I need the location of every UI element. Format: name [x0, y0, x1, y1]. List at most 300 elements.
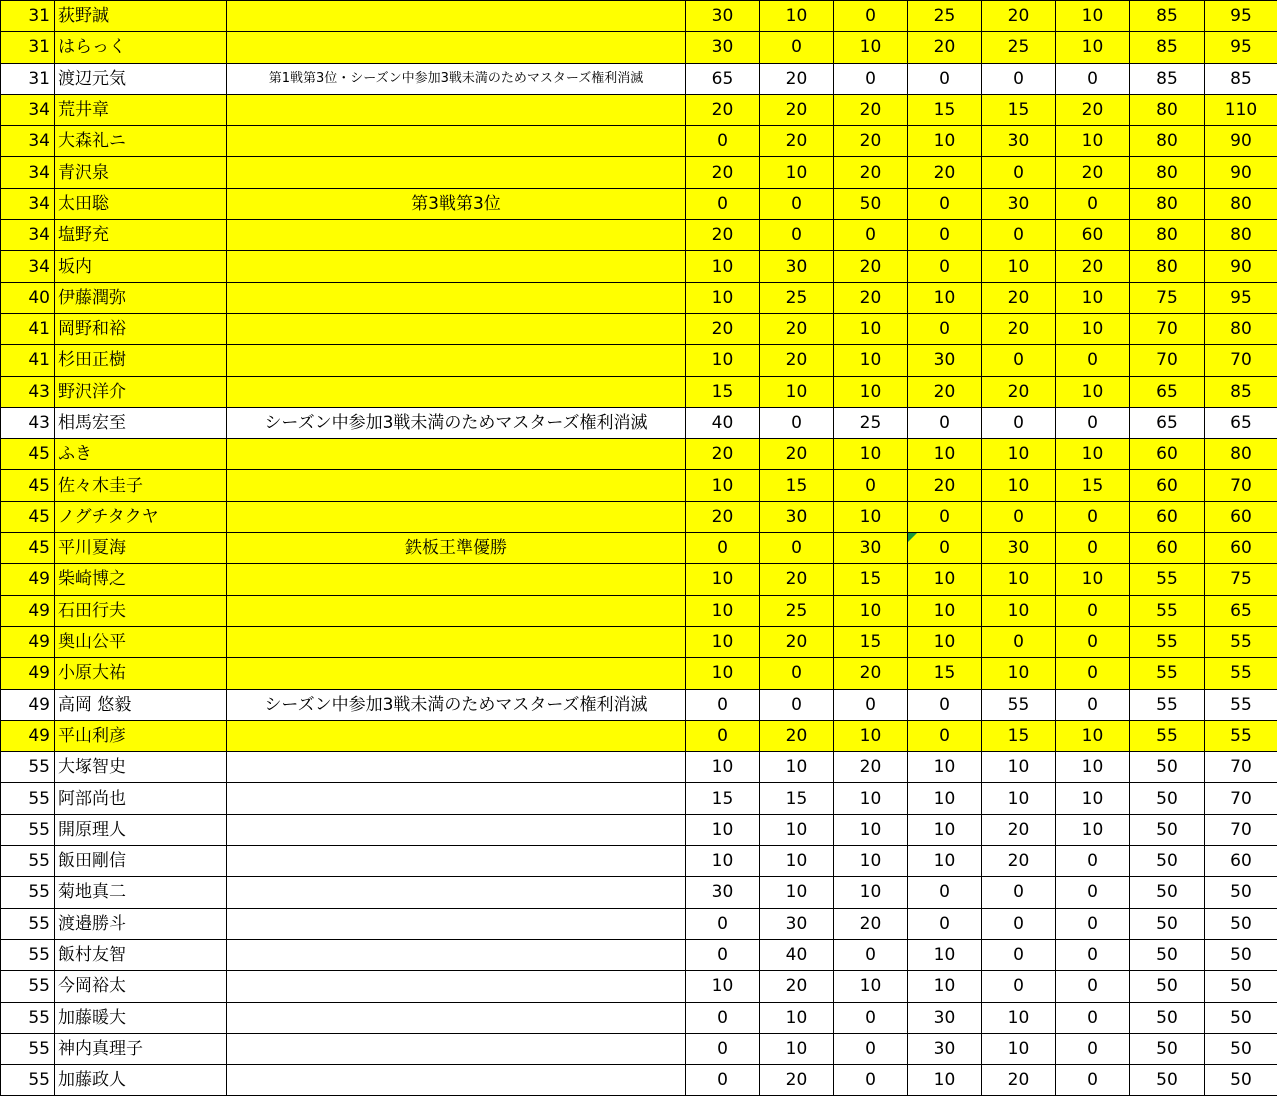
round-score-cell: 20	[834, 908, 908, 939]
round-score-cell: 20	[760, 564, 834, 595]
table-row	[1, 376, 1277, 407]
rank-cell: 43	[1, 407, 55, 438]
round-score-cell: 10	[908, 595, 982, 626]
total-points-cell: 50	[1130, 971, 1205, 1002]
total-points-2-cell: 80	[1205, 188, 1277, 219]
round-score-cell: 0	[1056, 345, 1130, 376]
player-name-cell: 荒井章	[55, 94, 227, 125]
player-name-cell: 平山利彦	[55, 720, 227, 751]
round-score-cell: 10	[686, 658, 760, 689]
total-points-2-cell: 75	[1205, 564, 1277, 595]
round-score-cell: 0	[834, 220, 908, 251]
round-score-cell: 10	[834, 783, 908, 814]
round-score-cell: 10	[760, 846, 834, 877]
round-score-cell: 30	[982, 533, 1056, 564]
round-score-cell: 20	[686, 501, 760, 532]
rank-cell: 49	[1, 595, 55, 626]
rank-cell: 55	[1, 752, 55, 783]
table-row	[1, 533, 1277, 564]
round-score-cell: 15	[686, 783, 760, 814]
round-score-cell: 0	[982, 908, 1056, 939]
round-score-cell: 10	[908, 814, 982, 845]
round-score-cell: 10	[908, 439, 982, 470]
round-score-cell: 20	[834, 282, 908, 313]
round-score-cell: 10	[686, 626, 760, 657]
total-points-cell: 80	[1130, 157, 1205, 188]
total-points-cell: 60	[1130, 501, 1205, 532]
table-row	[1, 783, 1277, 814]
round-score-cell: 0	[686, 126, 760, 157]
round-score-cell: 30	[686, 32, 760, 63]
round-score-cell: 10	[834, 846, 908, 877]
note-cell	[227, 846, 686, 877]
round-score-cell: 20	[760, 1065, 834, 1096]
rank-cell: 41	[1, 313, 55, 344]
round-score-cell: 10	[908, 626, 982, 657]
rank-cell: 55	[1, 1033, 55, 1064]
round-score-cell: 20	[760, 126, 834, 157]
table-row	[1, 220, 1277, 251]
table-row	[1, 345, 1277, 376]
round-score-cell: 0	[1056, 658, 1130, 689]
round-score-cell: 10	[834, 376, 908, 407]
total-points-cell: 50	[1130, 939, 1205, 970]
round-score-cell: 0	[982, 407, 1056, 438]
round-score-cell: 0	[982, 220, 1056, 251]
round-score-cell: 0	[1056, 626, 1130, 657]
round-score-cell: 10	[686, 251, 760, 282]
table-row	[1, 971, 1277, 1002]
round-score-cell: 20	[1056, 251, 1130, 282]
total-points-cell: 50	[1130, 752, 1205, 783]
total-points-cell: 65	[1130, 376, 1205, 407]
rank-cell: 34	[1, 251, 55, 282]
round-score-cell: 10	[1056, 126, 1130, 157]
round-score-cell: 0	[686, 1033, 760, 1064]
rank-cell: 45	[1, 533, 55, 564]
table-row	[1, 126, 1277, 157]
table-row	[1, 251, 1277, 282]
table-row	[1, 439, 1277, 470]
rank-cell: 34	[1, 220, 55, 251]
round-score-cell: 15	[686, 376, 760, 407]
rank-cell: 49	[1, 564, 55, 595]
round-score-cell: 10	[908, 126, 982, 157]
round-score-cell: 20	[760, 313, 834, 344]
round-score-cell: 30	[760, 251, 834, 282]
note-cell	[227, 220, 686, 251]
round-score-cell-with-comment-marker: 0	[908, 533, 982, 564]
player-name-cell: 相馬宏至	[55, 407, 227, 438]
table-row	[1, 846, 1277, 877]
total-points-cell: 50	[1130, 877, 1205, 908]
round-score-cell: 10	[834, 439, 908, 470]
round-score-cell: 20	[686, 220, 760, 251]
player-name-cell: はらっく	[55, 32, 227, 63]
round-score-cell: 0	[982, 626, 1056, 657]
table-row	[1, 1002, 1277, 1033]
note-cell	[227, 282, 686, 313]
round-score-cell: 0	[760, 407, 834, 438]
total-points-cell: 60	[1130, 439, 1205, 470]
round-score-cell: 10	[1056, 783, 1130, 814]
total-points-2-cell: 70	[1205, 752, 1277, 783]
total-points-2-cell: 80	[1205, 439, 1277, 470]
round-score-cell: 0	[1056, 908, 1130, 939]
round-score-cell: 30	[760, 501, 834, 532]
round-score-cell: 20	[834, 752, 908, 783]
total-points-cell: 55	[1130, 720, 1205, 751]
total-points-2-cell: 60	[1205, 501, 1277, 532]
total-points-2-cell: 70	[1205, 783, 1277, 814]
round-score-cell: 0	[686, 908, 760, 939]
round-score-cell: 20	[982, 376, 1056, 407]
total-points-2-cell: 85	[1205, 63, 1277, 94]
round-score-cell: 10	[1056, 376, 1130, 407]
player-name-cell: 佐々木圭子	[55, 470, 227, 501]
total-points-cell: 80	[1130, 220, 1205, 251]
table-row	[1, 157, 1277, 188]
round-score-cell: 0	[1056, 1033, 1130, 1064]
table-row	[1, 814, 1277, 845]
player-name-cell: 平川夏海	[55, 533, 227, 564]
rank-cell: 55	[1, 814, 55, 845]
player-name-cell: 野沢洋介	[55, 376, 227, 407]
round-score-cell: 20	[834, 126, 908, 157]
rank-cell: 34	[1, 94, 55, 125]
total-points-cell: 85	[1130, 1, 1205, 32]
total-points-2-cell: 65	[1205, 595, 1277, 626]
round-score-cell: 30	[686, 1, 760, 32]
table-row	[1, 282, 1277, 313]
table-row	[1, 1033, 1277, 1064]
round-score-cell: 0	[908, 720, 982, 751]
round-score-cell: 55	[982, 689, 1056, 720]
round-score-cell: 10	[1056, 752, 1130, 783]
player-name-cell: 柴崎博之	[55, 564, 227, 595]
rank-cell: 49	[1, 658, 55, 689]
note-cell	[227, 564, 686, 595]
total-points-2-cell: 90	[1205, 126, 1277, 157]
round-score-cell: 0	[760, 533, 834, 564]
round-score-cell: 10	[1056, 439, 1130, 470]
round-score-cell: 10	[686, 564, 760, 595]
round-score-cell: 30	[760, 908, 834, 939]
round-score-cell: 0	[1056, 63, 1130, 94]
table-row	[1, 939, 1277, 970]
round-score-cell: 40	[760, 939, 834, 970]
round-score-cell: 10	[982, 470, 1056, 501]
rank-cell: 55	[1, 783, 55, 814]
round-score-cell: 0	[686, 689, 760, 720]
note-cell	[227, 313, 686, 344]
note-cell	[227, 720, 686, 751]
round-score-cell: 25	[760, 282, 834, 313]
note-cell	[227, 595, 686, 626]
round-score-cell: 20	[1056, 94, 1130, 125]
round-score-cell: 0	[760, 188, 834, 219]
total-points-2-cell: 95	[1205, 1, 1277, 32]
note-cell	[227, 157, 686, 188]
round-score-cell: 20	[686, 313, 760, 344]
total-points-cell: 55	[1130, 626, 1205, 657]
player-name-cell: 奥山公平	[55, 626, 227, 657]
total-points-cell: 50	[1130, 1002, 1205, 1033]
round-score-cell: 10	[982, 564, 1056, 595]
total-points-cell: 50	[1130, 814, 1205, 845]
total-points-cell: 55	[1130, 658, 1205, 689]
total-points-2-cell: 55	[1205, 658, 1277, 689]
round-score-cell: 10	[760, 376, 834, 407]
round-score-cell: 20	[908, 157, 982, 188]
round-score-cell: 0	[1056, 595, 1130, 626]
round-score-cell: 30	[834, 533, 908, 564]
round-score-cell: 20	[686, 94, 760, 125]
rank-cell: 31	[1, 1, 55, 32]
ranking-table-body	[1, 1, 1277, 1096]
round-score-cell: 10	[908, 971, 982, 1002]
table-row	[1, 564, 1277, 595]
round-score-cell: 0	[1056, 1065, 1130, 1096]
round-score-cell: 10	[834, 720, 908, 751]
note-cell	[227, 658, 686, 689]
round-score-cell: 0	[982, 157, 1056, 188]
rank-cell: 31	[1, 63, 55, 94]
round-score-cell: 20	[982, 313, 1056, 344]
round-score-cell: 20	[834, 658, 908, 689]
total-points-2-cell: 80	[1205, 313, 1277, 344]
round-score-cell: 10	[908, 752, 982, 783]
round-score-cell: 15	[834, 564, 908, 595]
player-name-cell: 杉田正樹	[55, 345, 227, 376]
player-name-cell: 青沢泉	[55, 157, 227, 188]
note-cell	[227, 877, 686, 908]
rank-cell: 55	[1, 1065, 55, 1096]
round-score-cell: 10	[834, 345, 908, 376]
round-score-cell: 20	[760, 626, 834, 657]
round-score-cell: 0	[1056, 971, 1130, 1002]
round-score-cell: 20	[760, 63, 834, 94]
round-score-cell: 0	[982, 501, 1056, 532]
round-score-cell: 20	[686, 439, 760, 470]
note-cell	[227, 939, 686, 970]
round-score-cell: 20	[760, 94, 834, 125]
round-score-cell: 0	[1056, 188, 1130, 219]
round-score-cell: 10	[686, 846, 760, 877]
round-score-cell: 20	[834, 251, 908, 282]
round-score-cell: 25	[760, 595, 834, 626]
round-score-cell: 0	[908, 251, 982, 282]
player-name-cell: ノグチタクヤ	[55, 501, 227, 532]
player-name-cell: 荻野誠	[55, 1, 227, 32]
round-score-cell: 20	[760, 971, 834, 1002]
round-score-cell: 40	[686, 407, 760, 438]
note-cell	[227, 1065, 686, 1096]
round-score-cell: 20	[908, 376, 982, 407]
round-score-cell: 30	[982, 188, 1056, 219]
rank-cell: 34	[1, 157, 55, 188]
round-score-cell: 0	[1056, 533, 1130, 564]
total-points-2-cell: 50	[1205, 1033, 1277, 1064]
player-name-cell: 大森礼ニ	[55, 126, 227, 157]
player-name-cell: 小原大祐	[55, 658, 227, 689]
round-score-cell: 15	[908, 94, 982, 125]
round-score-cell: 10	[686, 814, 760, 845]
round-score-cell: 0	[834, 939, 908, 970]
round-score-cell: 10	[908, 846, 982, 877]
total-points-2-cell: 50	[1205, 939, 1277, 970]
round-score-cell: 10	[760, 752, 834, 783]
round-score-cell: 10	[1056, 313, 1130, 344]
round-score-cell: 20	[982, 1, 1056, 32]
total-points-cell: 55	[1130, 564, 1205, 595]
player-name-cell: 神内真理子	[55, 1033, 227, 1064]
rank-cell: 49	[1, 720, 55, 751]
round-score-cell: 20	[760, 720, 834, 751]
note-cell	[227, 439, 686, 470]
total-points-2-cell: 50	[1205, 877, 1277, 908]
round-score-cell: 10	[982, 1002, 1056, 1033]
round-score-cell: 0	[908, 908, 982, 939]
note-cell	[227, 251, 686, 282]
total-points-2-cell: 60	[1205, 846, 1277, 877]
note-cell: シーズン中参加3戦未満のためマスターズ権利消滅	[227, 689, 686, 720]
round-score-cell: 0	[834, 1, 908, 32]
rank-cell: 45	[1, 439, 55, 470]
total-points-cell: 65	[1130, 407, 1205, 438]
round-score-cell: 30	[982, 126, 1056, 157]
total-points-cell: 80	[1130, 126, 1205, 157]
rank-cell: 49	[1, 626, 55, 657]
total-points-2-cell: 95	[1205, 282, 1277, 313]
total-points-2-cell: 70	[1205, 345, 1277, 376]
round-score-cell: 30	[908, 1033, 982, 1064]
total-points-cell: 50	[1130, 783, 1205, 814]
round-score-cell: 10	[1056, 32, 1130, 63]
round-score-cell: 0	[834, 1033, 908, 1064]
note-cell	[227, 126, 686, 157]
round-score-cell: 10	[982, 752, 1056, 783]
round-score-cell: 10	[686, 595, 760, 626]
round-score-cell: 0	[834, 63, 908, 94]
note-cell	[227, 971, 686, 1002]
table-row	[1, 94, 1277, 125]
note-cell	[227, 783, 686, 814]
round-score-cell: 10	[834, 814, 908, 845]
total-points-cell: 80	[1130, 251, 1205, 282]
player-name-cell: 開原理人	[55, 814, 227, 845]
round-score-cell: 10	[1056, 814, 1130, 845]
total-points-cell: 75	[1130, 282, 1205, 313]
round-score-cell: 0	[760, 689, 834, 720]
note-cell	[227, 752, 686, 783]
round-score-cell: 0	[908, 501, 982, 532]
round-score-cell: 25	[834, 407, 908, 438]
round-score-cell: 10	[908, 282, 982, 313]
round-score-cell: 10	[834, 877, 908, 908]
round-score-cell: 10	[760, 1, 834, 32]
table-row	[1, 1, 1277, 32]
note-cell	[227, 501, 686, 532]
rank-cell: 55	[1, 939, 55, 970]
total-points-cell: 50	[1130, 846, 1205, 877]
note-cell	[227, 470, 686, 501]
total-points-2-cell: 95	[1205, 32, 1277, 63]
round-score-cell: 20	[760, 345, 834, 376]
note-cell	[227, 376, 686, 407]
round-score-cell: 0	[1056, 1002, 1130, 1033]
note-cell: 鉄板王準優勝	[227, 533, 686, 564]
note-cell	[227, 94, 686, 125]
table-row	[1, 752, 1277, 783]
total-points-cell: 85	[1130, 63, 1205, 94]
round-score-cell: 20	[982, 282, 1056, 313]
note-cell: 第1戦第3位・シーズン中参加3戦未満のためマスターズ権利消滅	[227, 63, 686, 94]
note-cell	[227, 1, 686, 32]
rank-cell: 34	[1, 188, 55, 219]
total-points-2-cell: 80	[1205, 220, 1277, 251]
player-name-cell: 加藤政人	[55, 1065, 227, 1096]
total-points-cell: 80	[1130, 188, 1205, 219]
total-points-2-cell: 110	[1205, 94, 1277, 125]
total-points-2-cell: 55	[1205, 720, 1277, 751]
player-name-cell: 飯田剛信	[55, 846, 227, 877]
total-points-2-cell: 70	[1205, 814, 1277, 845]
round-score-cell: 0	[908, 877, 982, 908]
round-score-cell: 30	[908, 345, 982, 376]
total-points-cell: 85	[1130, 32, 1205, 63]
table-row	[1, 626, 1277, 657]
total-points-2-cell: 50	[1205, 908, 1277, 939]
round-score-cell: 10	[686, 470, 760, 501]
player-name-cell: ふき	[55, 439, 227, 470]
round-score-cell: 10	[982, 439, 1056, 470]
total-points-cell: 55	[1130, 595, 1205, 626]
note-cell	[227, 1033, 686, 1064]
round-score-cell: 0	[834, 1065, 908, 1096]
player-name-cell: 塩野充	[55, 220, 227, 251]
table-row	[1, 501, 1277, 532]
total-points-2-cell: 60	[1205, 533, 1277, 564]
round-score-cell: 15	[760, 783, 834, 814]
round-score-cell: 0	[760, 658, 834, 689]
round-score-cell: 10	[686, 345, 760, 376]
table-row	[1, 877, 1277, 908]
round-score-cell: 10	[1056, 282, 1130, 313]
round-score-cell: 15	[982, 94, 1056, 125]
rank-cell: 45	[1, 470, 55, 501]
table-row	[1, 720, 1277, 751]
round-score-cell: 15	[834, 626, 908, 657]
round-score-cell: 15	[1056, 470, 1130, 501]
round-score-cell: 0	[908, 188, 982, 219]
round-score-cell: 10	[908, 564, 982, 595]
note-cell: 第3戦第3位	[227, 188, 686, 219]
round-score-cell: 10	[982, 595, 1056, 626]
round-score-cell: 0	[834, 1002, 908, 1033]
round-score-cell: 20	[982, 846, 1056, 877]
round-score-cell: 0	[834, 689, 908, 720]
table-row	[1, 63, 1277, 94]
round-score-cell: 0	[982, 63, 1056, 94]
round-score-cell: 20	[834, 157, 908, 188]
note-cell	[227, 814, 686, 845]
round-score-cell: 0	[908, 220, 982, 251]
round-score-cell: 0	[982, 971, 1056, 1002]
player-name-cell: 今岡裕太	[55, 971, 227, 1002]
round-score-cell: 0	[1056, 877, 1130, 908]
table-row	[1, 470, 1277, 501]
